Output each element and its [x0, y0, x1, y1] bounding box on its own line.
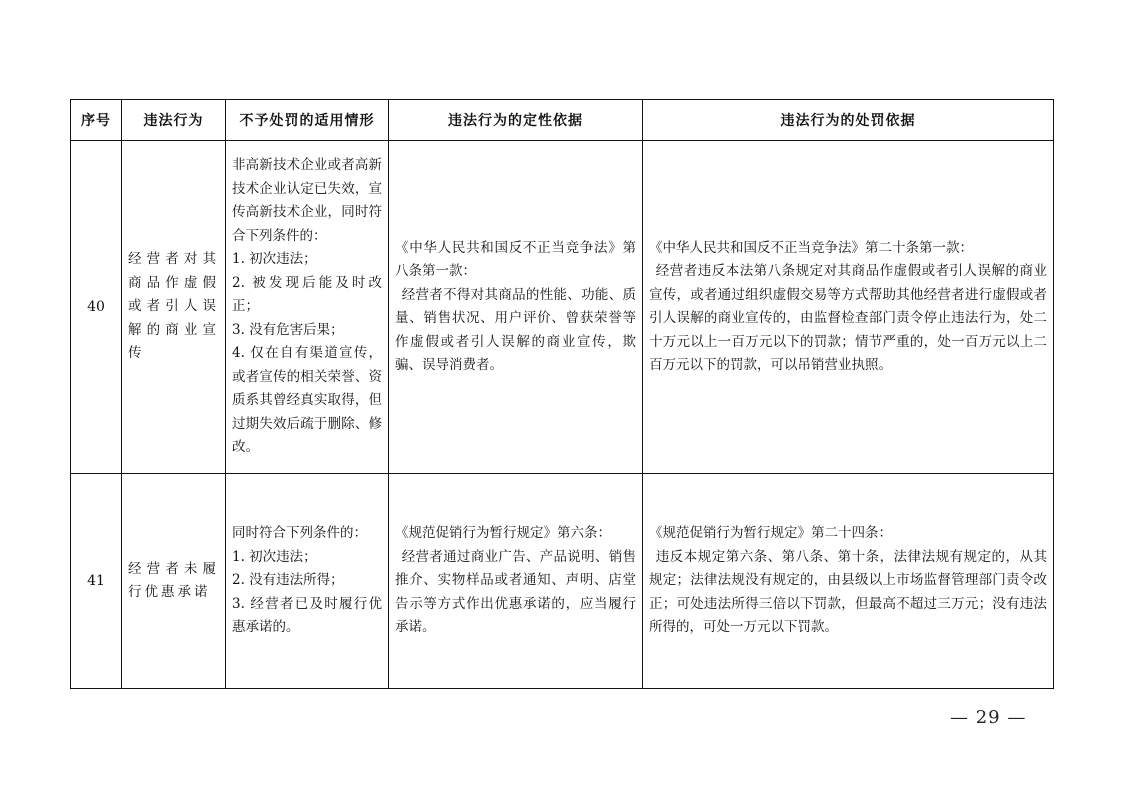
basis-title: 《规范促销行为暂行规定》第六条：	[395, 525, 611, 542]
row-seq: 41	[71, 474, 122, 689]
row-violation: 经营者对其商品作虚假或者引人误解的商业宣传	[128, 251, 219, 362]
row-basis-nature-cell	[389, 141, 643, 474]
row-exempt-cell	[226, 141, 389, 474]
header-basis-penalty: 违法行为的处罚依据	[643, 100, 1054, 141]
basis-title: 《中华人民共和国反不正当竞争法》第二十条第一款：	[649, 239, 973, 256]
row-basis-nature	[389, 235, 642, 380]
basis-text: 经营者不得对其商品的性能、功能、质量、销售状况、用户评价、曾获荣誉等作虚假或者引人误解的商业宣传，欺骗、误导消费者。	[395, 286, 636, 373]
row-basis-penalty	[643, 235, 1053, 380]
basis-text: 经营者违反本法第八条规定对其商品作虚假或者引人误解的商业宣传，或者通过组织虚假交易等方式帮助其他经营者进行虚假或者引人误解的商业宣传的，由监督检查部门责令停止违法行为，处二十万元以上一百万元以下的罚款；情节严重的，处一百万元以上二百万元以下的罚款，可以吊销营业执照。	[649, 263, 1047, 373]
exempt-line: 3. 经营者已及时履行优惠承诺的。	[232, 595, 382, 636]
row-basis-penalty-cell	[643, 141, 1054, 474]
regulation-table	[70, 99, 1054, 689]
header-basis-nature: 违法行为的定性依据	[389, 100, 643, 141]
exempt-line: 非高新技术企业或者高新技术企业认定已失效，宣传高新技术企业，同时符合下列条件的：	[232, 157, 382, 244]
row-exempt-cell	[226, 474, 389, 689]
header-seq: 序号	[71, 100, 122, 141]
exempt-line: 1. 初次违法；	[232, 548, 317, 565]
basis-title: 《规范促销行为暂行规定》第二十四条：	[649, 525, 892, 542]
row-violation: 经营者未履行优惠承诺	[128, 560, 219, 600]
header-row	[71, 100, 1054, 141]
row-basis-penalty-cell	[643, 474, 1054, 689]
table-row	[71, 141, 1054, 474]
header-exempt: 不予处罚的适用情形	[226, 100, 389, 141]
row-exempt	[226, 152, 388, 462]
basis-text: 经营者通过商业广告、产品说明、销售推介、实物样品或者通知、声明、店堂告示等方式作出优惠承诺的，应当履行承诺。	[395, 548, 636, 636]
exempt-line: 4. 仅在自有渠道宣传，或者宣传的相关荣誉、资质系其曾经真实取得，但过期失效后疏于删除、修改。	[232, 345, 382, 456]
row-seq: 40	[71, 141, 122, 474]
exempt-line: 3. 没有危害后果；	[232, 321, 344, 338]
exempt-line: 2. 没有违法所得；	[232, 572, 344, 589]
exempt-line: 1. 初次违法；	[232, 251, 317, 268]
header-violation: 违法行为	[122, 100, 226, 141]
row-exempt	[226, 520, 388, 642]
row-basis-nature-cell	[389, 474, 643, 689]
exempt-line: 同时符合下列条件的：	[232, 525, 367, 542]
row-violation-cell	[122, 141, 226, 474]
page-number: — 29 —	[950, 707, 1027, 728]
basis-title: 《中华人民共和国反不正当竞争法》第八条第一款：	[395, 239, 636, 279]
row-basis-nature	[389, 520, 642, 642]
basis-text: 违反本规定第六条、第八条、第十条，法律法规有规定的，从其规定；法律法规没有规定的，由县级以上市场监督管理部门责令改正；可处违法所得三倍以下罚款，但最高不超过三万元；没有违法所得的，可处一万元以下罚款。	[649, 548, 1047, 636]
row-violation-cell	[122, 474, 226, 689]
table-row	[71, 474, 1054, 689]
row-basis-penalty	[643, 520, 1053, 642]
exempt-line: 2. 被发现后能及时改正；	[232, 274, 382, 315]
